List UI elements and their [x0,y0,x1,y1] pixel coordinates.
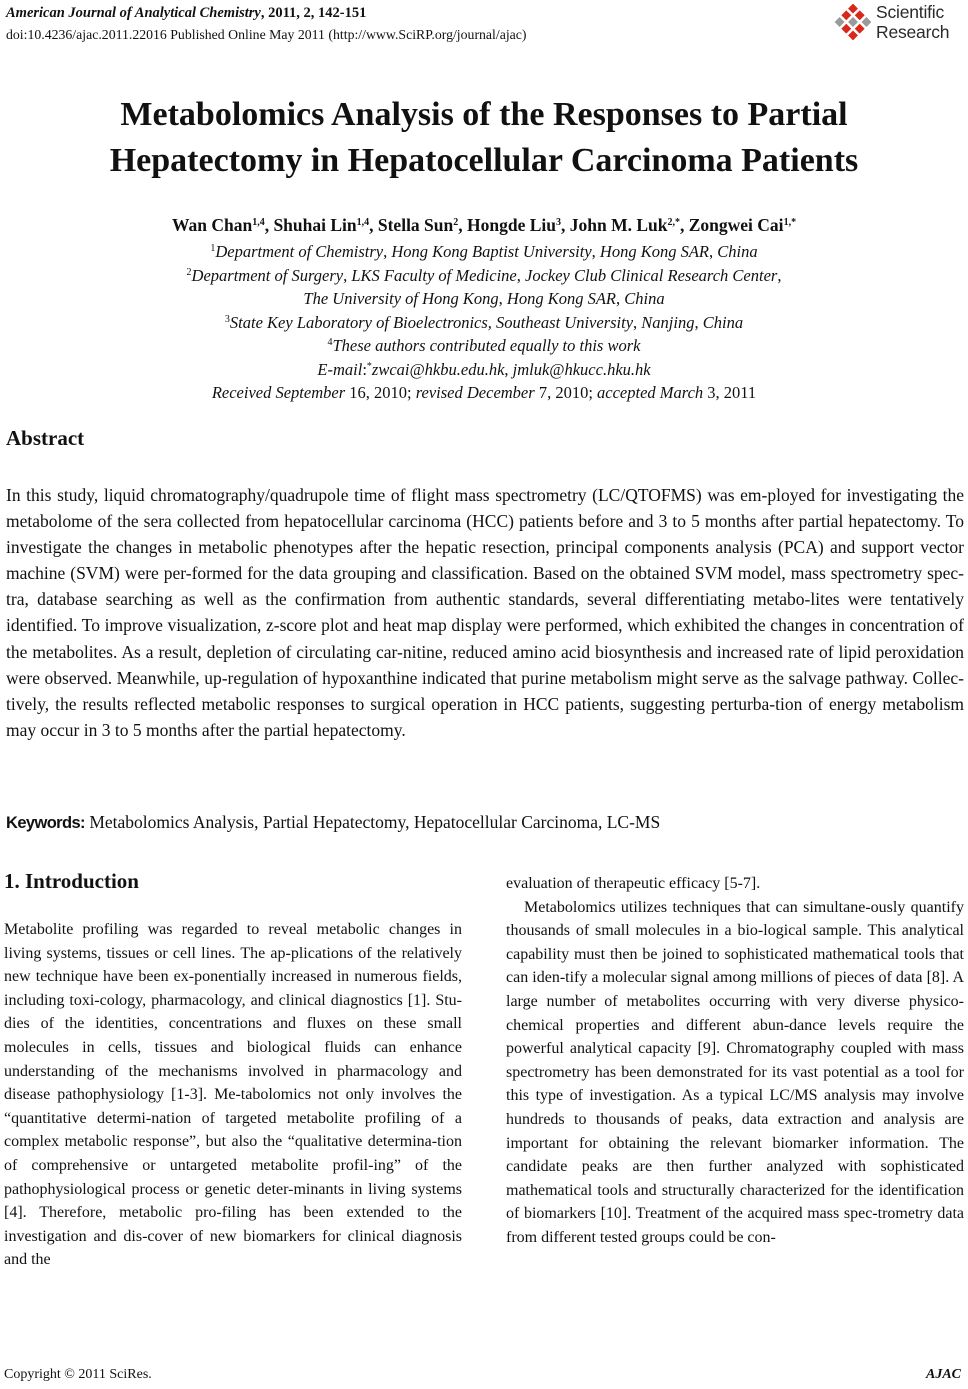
affiliations [0,240,968,405]
separator: , [504,359,513,379]
affiliation-institution: The University of Hong Kong [303,289,499,308]
affiliation-4 [0,334,968,358]
paragraph: evaluation of therapeutic efficacy [5-7]. [506,875,761,892]
keywords [6,812,660,833]
affiliation-country: China [702,312,744,332]
affiliation-country: China [717,242,758,261]
affiliation-2-cont [0,287,968,311]
separator: , [591,242,600,261]
keywords-text: Metabolomics Analysis, Partial Hepatectomy, Hepatocellular Carcinoma, LC-MS [84,812,661,832]
affiliation-department: Department of Surgery [191,265,344,285]
journal-abbreviation-footer: AJAC [925,1367,961,1382]
author-affiliation-mark: 1,4 [356,217,370,228]
accepted-label: accepted March [597,383,704,402]
affiliation-city: Hong Kong SAR [506,289,616,308]
revised-date: 7, 2010; [534,383,598,402]
email-line [0,358,968,382]
publisher-logo-icon [835,4,871,40]
received-label: Received September [211,383,346,402]
accepted-date: 3, 2011 [703,383,757,402]
journal-name: American Journal of Analytical Chemistry [6,5,261,21]
author-name: John M. Luk [569,215,668,235]
separator: , [709,242,718,261]
affiliation-country: China [624,289,665,308]
paragraph: Metabolomics utilizes techniques that can simultane-ously quantify thousands of small molecules in a bio-logical sample. This analytical capability must then be joined to sophisticated mathematical tools that can iden-tify a molecular signal among millions of pieces of data [8]. A large number of metabolites occurring with very diverse physico-chemical properties and different abun-dance levels require the powerful analytical capacity [9]. Chromatography coupled with mass spectrometry has been demonstrated for its vast potential as a tool for this type of investigation. As a typical LC/MS analysis may involve hundreds to thousands of peaks, data extraction and analysis are important for obtaining the relevant biomarker information. The candidate peaks are then further analyzed with sophisticated mathematical tools and structurally characterized for the identification of biomarkers [10]. Treatment of the acquired mass spec-trometry data from different tested groups could be con- [506,898,964,1246]
author-affiliation-mark: 2,* [667,217,680,228]
separator: , [633,312,642,332]
affiliation-city: Nanjing [641,312,695,332]
journal-volume: , 2011, 2, 142-151 [260,5,367,21]
paper-title [0,92,968,184]
doi-line: doi:10.4236/ajac.2011.22016 Published Online May 2011 (http://www.SciRP.org/journal/ajac) [6,27,527,42]
affiliation-3 [0,311,968,335]
separator: , [516,265,525,285]
publisher-logo-text [876,2,949,42]
email-link[interactable]: zwcai@hkbu.edu.hk [371,359,505,379]
separator: , [694,312,703,332]
affiliation-institution: Hong Kong Baptist University [391,242,592,261]
affiliation-faculty: LKS Faculty of Medicine [351,265,517,285]
affiliation-department: Department of Chemistry [215,242,384,261]
abstract-heading: Abstract [6,426,85,450]
author-affiliation-mark: 1,* [783,217,797,228]
affiliation-mark: 3 [224,313,230,325]
right-column [506,872,964,1250]
equal-contribution-note: These authors contributed equally to this work [332,336,641,355]
affiliation-mark: 2 [186,266,192,278]
separator: : [362,359,367,379]
running-header [6,3,527,45]
corresponding-mark: * [366,360,372,372]
paper-title-line1: Metabolomics Analysis of the Responses to Partial [120,96,848,133]
dates-line [0,381,968,405]
received-date: 16, 2010; [345,383,416,402]
affiliation-1 [0,240,968,264]
author-affiliation-mark: 3 [556,217,561,228]
author-name: Zongwei Cai [688,215,784,235]
author-affiliation-mark: 1,4 [252,217,265,228]
separator: , [343,265,352,285]
author-affiliation-mark: 2 [453,217,459,228]
email-label: E-mail [317,359,363,379]
separator: , [383,242,392,261]
left-column [4,918,462,1272]
publisher-logo-line2: Research [876,22,950,42]
affiliation-city: Hong Kong SAR [599,242,709,261]
author-name: Wan Chan [171,215,253,235]
separator: , [616,289,625,308]
separator: , [498,289,507,308]
author-name: Shuhai Lin [273,215,357,235]
keywords-label: Keywords: [6,814,85,832]
affiliation-2 [0,264,968,288]
affiliation-mark: 4 [327,337,333,348]
publisher-logo [835,2,960,46]
revised-label: revised December [415,383,535,402]
paper-title-line2: Hepatectomy in Hepatocellular Carcinoma Patients [109,142,859,179]
author-list: Wan Chan$^{1,4}$, Shuhai Lin$^{1,4}$, Stella Sun$^2$, Hongde Liu$^3$, John M. Luk$^{2,*}$, Zongwei Cai$^{1,*}$ [171,215,797,235]
paragraph: Metabolite profiling was regarded to reveal metabolic changes in living systems, tissues or cell lines. The ap-plications of the relatively new technique have been ex-ponentially increased in numerous fields, including toxi-cology, pharmacology, and clinical diagnostics [1]. Stu-dies of the identities, concentrations and fluxes on these small molecules in cells, tissues and biological fluids can enhance understanding of the mechanisms involved in pharmacology and disease pathophysiology [1-3]. Me-tabolomics not only involves the “quantitative determi-nation of targeted metabolite profiling of a complex metabolic response”, but also the “qualitative determina-tion of comprehensive or untargeted metabolite profil-ing” of the pathophysiological process or genetic deter-minants in living systems [4]. Therefore, metabolic pro-filing has been extended to the investigation and dis-cover of new biomarkers for clinical diagnosis and the [4,921,462,1269]
separator: , [777,265,782,285]
section-heading-introduction: 1. Introduction [4,869,139,893]
author-name: Stella Sun [377,215,454,235]
abstract-text: In this study, liquid chromatography/quadrupole time of flight mass spectrometry (LC/QTOFMS) was em-ployed for investigating the metabolome of the sera collected from hepatocellular carcinoma (HCC) patients before and 3 to 5 months after partial hepatectomy. To investigate the changes in metabolic phenotypes after the hepatic resection, principal components analysis (PCA) and support vector machine (SVM) were per-formed for the data grouping and classification. Based on the obtained SVM model, mass spectrometry spec-tra, database searching as well as the confirmation from authentic standards, several differentiating metabo-lites were tentatively identified. To improve visualization, z-score plot and heat map display were performed, which exhibited the changes in concentration of the metabolites. As a result, depletion of circulating car-nitine, reduced amino acid biosynthesis and increased rate of lipid peroxidation were observed. Meanwhile, up-regulation of hypoxanthine indicated that purine metabolism might serve as the salvage pathway. Collec-tively, the results reflected metabolic responses to surgical operation in HCC patients, suggesting perturba-tion of energy metabolism may occur in 3 to 5 months after the partial hepatectomy. [6,485,964,740]
affiliation-center: Jockey Club Clinical Research Center [525,265,778,285]
affiliation-institution: State Key Laboratory of Bioelectronics, Southeast University [229,312,634,332]
copyright-footer: Copyright © 2011 SciRes. [4,1367,152,1382]
email-link[interactable]: jmluk@hkucc.hku.hk [512,359,651,379]
author-name: Hongde Liu [467,215,556,235]
publisher-logo-line1: Scientific [876,2,945,22]
affiliation-mark: 1 [210,243,216,254]
